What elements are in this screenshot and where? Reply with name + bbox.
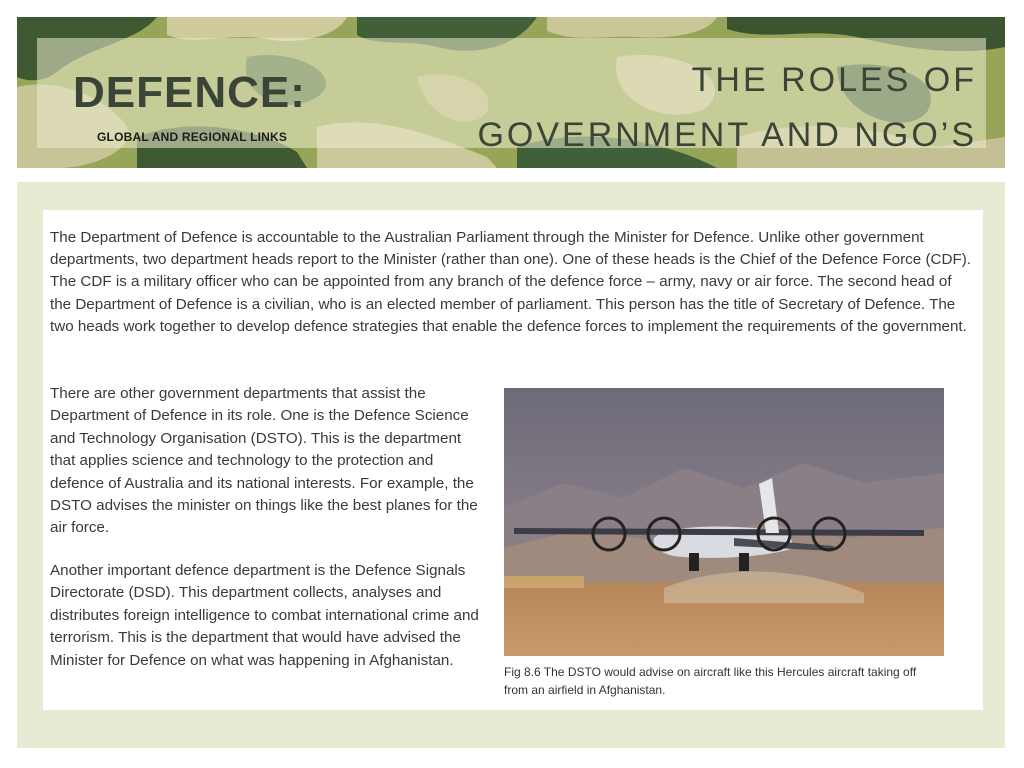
figure-caption: Fig 8.6 The DSTO would advise on aircraft like this Hercules aircraft taking off from an airfield in Afghanistan. [504, 665, 917, 697]
content-panel [17, 182, 1005, 748]
page-title: DEFENCE: [73, 68, 306, 117]
slide-heading-line1: THE ROLES OF [691, 61, 977, 99]
header-banner [17, 17, 1005, 168]
aircraft-image [504, 388, 944, 656]
paragraph-dsd: Another important defence department is the Defence Signals Directorate (DSD). This department collects, analyses and distributes foreign intelligence to combat international crime and terrorism. This is the department that would have advised the Minister for Defence on what was happening in Afghanistan. [50, 562, 479, 669]
textbook-page [43, 210, 983, 710]
hercules-aircraft-photo [504, 388, 944, 656]
paragraph-department-of-defence: The Department of Defence is accountable to the Australian Parliament through the Minister for Defence. Unlike other government departments, two department heads report to the Minister (rather than one). One of these heads is the Chief of the Defence Force (CDF). The CDF is a military officer who can be appointed from any branch of the defence force – army, navy or air force. The second head of the Department of Defence is a civilian, who is an elected member of parliament. This person has the title of Secretary of Defence. The two heads work together to develop defence strategies that enable the defence forces to implement the requirements of the government. [50, 229, 971, 335]
slide-heading-line2: GOVERNMENT AND NGO’S [477, 116, 977, 154]
page-subtitle: GLOBAL AND REGIONAL LINKS [97, 130, 288, 144]
slide-heading [477, 53, 977, 163]
paragraph-dsto: There are other government departments that assist the Department of Defence in its role. One is the Defence Science and Technology Organisation (DSTO). This is the department that applies science and technology to the protection and defence of Australia and its national interests. For example, the DSTO advises the minister on things like the best planes for the air force. [50, 385, 478, 537]
